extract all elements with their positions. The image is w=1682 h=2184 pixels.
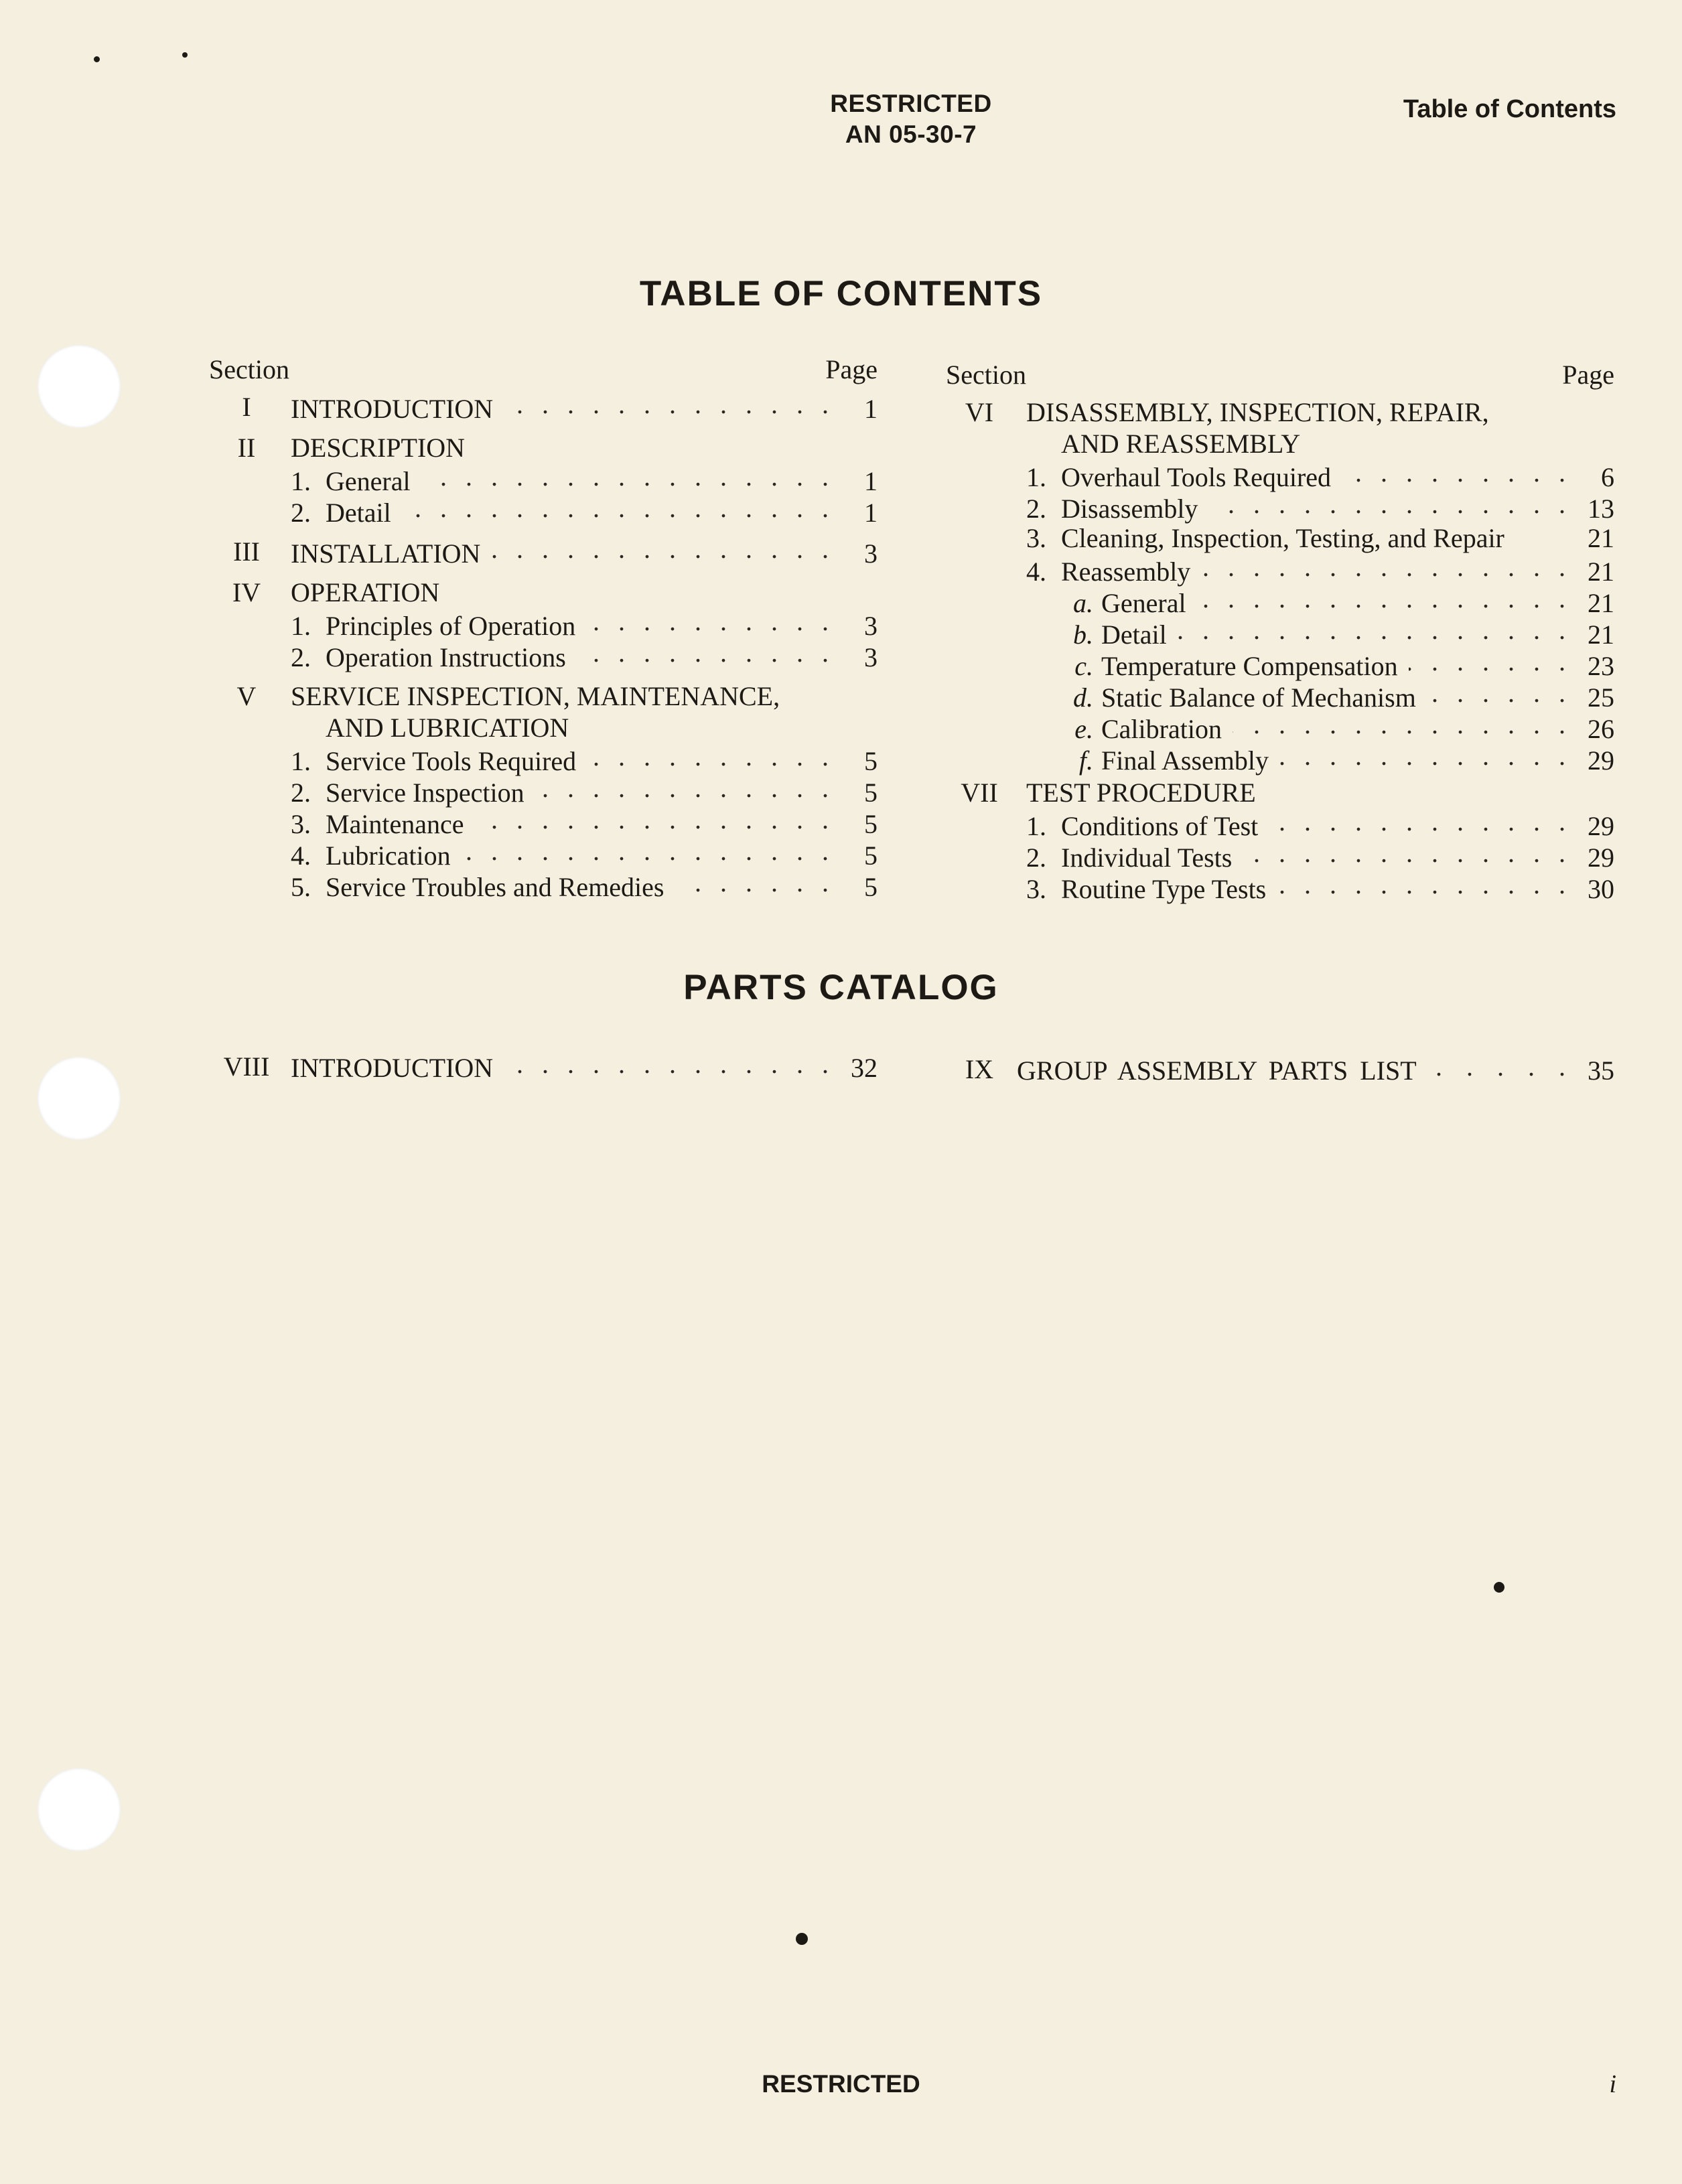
- page-number: 13: [1588, 494, 1614, 524]
- entry-title: Detail: [1101, 620, 1167, 650]
- entry-title: Final Assembly: [1101, 745, 1269, 776]
- subsection-letter: f.: [1078, 745, 1093, 776]
- subsection-letter: a.: [1073, 588, 1093, 618]
- page-number: 5: [864, 746, 878, 776]
- entry-title: Static Balance of Mechanism: [1101, 682, 1416, 713]
- subsection-number: 1.: [1026, 462, 1046, 492]
- entry-title: Individual Tests: [1061, 843, 1233, 873]
- entry-title: General: [326, 466, 411, 496]
- entry-title: Reassembly: [1061, 557, 1191, 587]
- subsection-number: 4.: [1026, 557, 1046, 587]
- section-number: I: [242, 392, 251, 422]
- toc-entry[interactable]: [209, 608, 878, 640]
- subsection-letter: b.: [1073, 620, 1093, 650]
- subsection-number: 5.: [291, 872, 311, 902]
- toc-entry[interactable]: [946, 743, 1614, 774]
- section-label: Section: [209, 354, 289, 384]
- parts-catalog-title: PARTS CATALOG: [683, 968, 999, 1007]
- subsection-number: 2.: [291, 642, 311, 672]
- toc-entry[interactable]: [209, 806, 878, 838]
- toc-entry[interactable]: [946, 617, 1614, 648]
- toc-entry[interactable]: [209, 495, 878, 526]
- toc-entry[interactable]: [946, 680, 1614, 711]
- section-number: IV: [232, 577, 261, 607]
- toc-entry[interactable]: [946, 522, 1614, 554]
- section-number: IX: [965, 1054, 994, 1084]
- toc-entry[interactable]: [209, 577, 878, 608]
- page-number: 3: [864, 611, 878, 641]
- entry-title: OPERATION: [291, 577, 440, 607]
- toc-entry[interactable]: [946, 585, 1614, 617]
- page-label: Page: [825, 354, 878, 384]
- entry-title: Cleaning, Inspection, Testing, and Repair: [1061, 523, 1504, 553]
- entry-title: TEST PROCEDURE: [1026, 778, 1256, 808]
- entry-title: Routine Type Tests: [1061, 874, 1267, 904]
- toc-entry[interactable]: [946, 777, 1614, 808]
- page-number: 29: [1588, 745, 1614, 776]
- subsection-number: 2.: [1026, 843, 1046, 873]
- toc-entry[interactable]: [946, 554, 1614, 585]
- toc-left-column: [209, 354, 878, 901]
- page-number: 21: [1588, 557, 1614, 587]
- entry-title: DISASSEMBLY, INSPECTION, REPAIR,: [1026, 397, 1489, 427]
- page-number: 21: [1588, 523, 1614, 553]
- toc-entry[interactable]: [209, 743, 878, 775]
- running-title: Table of Contents: [1403, 95, 1616, 123]
- toc-entry[interactable]: [209, 463, 878, 495]
- section-number: II: [237, 433, 256, 463]
- toc-entry[interactable]: [946, 840, 1614, 871]
- binder-hole-middle: [38, 1057, 121, 1140]
- subsection-number: 4.: [291, 841, 311, 871]
- subsection-number: 2.: [291, 498, 311, 528]
- page-number: 21: [1588, 588, 1614, 618]
- subsection-number: 1.: [1026, 811, 1046, 841]
- entry-title: DESCRIPTION: [291, 433, 466, 463]
- toc-entry[interactable]: [209, 869, 878, 901]
- entry-title: Temperature Compensation: [1101, 651, 1398, 681]
- section-number: III: [233, 536, 260, 567]
- page-number: 6: [1601, 462, 1614, 492]
- section-number: VI: [965, 397, 994, 427]
- page-number: 3: [864, 538, 878, 569]
- entry-title: Conditions of Test: [1061, 811, 1259, 841]
- toc-right-column: [946, 359, 1614, 903]
- entry-title: Disassembly: [1061, 494, 1198, 524]
- ink-speck: [796, 1933, 808, 1945]
- page-number: 32: [851, 1053, 878, 1083]
- subsection-number: 2.: [291, 778, 311, 808]
- entry-title-continued: AND REASSEMBLY: [1061, 429, 1301, 459]
- toc-entry[interactable]: [209, 640, 878, 671]
- section-number: V: [236, 681, 257, 711]
- column-header: [946, 359, 1614, 392]
- toc-entry[interactable]: [946, 871, 1614, 903]
- toc-entry[interactable]: [946, 459, 1614, 491]
- page-number: 35: [1588, 1055, 1614, 1086]
- binder-hole-bottom: [38, 1768, 121, 1851]
- page-folio: i: [1609, 2070, 1616, 2098]
- toc-entry[interactable]: [209, 775, 878, 806]
- entry-title: Service Inspection: [326, 778, 524, 808]
- subsection-number: 2.: [1026, 494, 1046, 524]
- page-label: Page: [1562, 360, 1614, 390]
- page-number: 29: [1588, 843, 1614, 873]
- page-number: 5: [864, 809, 878, 839]
- entry-title-continued: AND LUBRICATION: [326, 713, 569, 743]
- section-number: VIII: [223, 1051, 270, 1082]
- subsection-number: 1.: [291, 611, 311, 641]
- toc-entry[interactable]: [946, 711, 1614, 743]
- header-doc-number: AN 05-30-7: [845, 121, 977, 148]
- entry-title: General: [1101, 588, 1186, 618]
- toc-entry[interactable]: [209, 432, 878, 463]
- page-number: 1: [864, 466, 878, 496]
- toc-entry[interactable]: [946, 1053, 1614, 1086]
- toc-entry[interactable]: [946, 808, 1614, 840]
- subsection-number: 1.: [291, 466, 311, 496]
- entry-title: INSTALLATION: [291, 538, 481, 569]
- entry-title: Principles of Operation: [326, 611, 576, 641]
- toc-entry[interactable]: [209, 391, 878, 423]
- entry-title: Lubrication: [326, 841, 451, 871]
- page-number: 23: [1588, 651, 1614, 681]
- subsection-number: 3.: [1026, 523, 1046, 553]
- toc-entry[interactable]: [946, 648, 1614, 680]
- section-label: Section: [946, 360, 1026, 390]
- page-number: 1: [864, 498, 878, 528]
- page-number: 26: [1588, 714, 1614, 744]
- entry-title: INTRODUCTION: [291, 394, 494, 424]
- entry-title: GROUP ASSEMBLY PARTS LIST: [1017, 1055, 1417, 1086]
- toc-entry[interactable]: [209, 680, 878, 712]
- subsection-number: 3.: [1026, 874, 1046, 904]
- ink-speck: [182, 52, 188, 58]
- toc-title: TABLE OF CONTENTS: [639, 274, 1043, 313]
- toc-entry[interactable]: [209, 838, 878, 869]
- page-number: 29: [1588, 811, 1614, 841]
- entry-title: Detail: [326, 498, 391, 528]
- subsection-letter: d.: [1073, 682, 1093, 713]
- entry-title: SERVICE INSPECTION, MAINTENANCE,: [291, 681, 780, 711]
- toc-entry-continued: [946, 428, 1614, 459]
- entry-title: Calibration: [1101, 714, 1222, 744]
- page-number: 30: [1588, 874, 1614, 904]
- subsection-number: 3.: [291, 809, 311, 839]
- binder-hole-top: [38, 345, 121, 428]
- header-classification: RESTRICTED: [830, 90, 992, 117]
- entry-title: Service Troubles and Remedies: [326, 872, 664, 902]
- entry-title: Maintenance: [326, 809, 464, 839]
- subsection-number: 1.: [291, 746, 311, 776]
- page-number: 5: [864, 841, 878, 871]
- toc-entry[interactable]: [209, 536, 878, 567]
- page-number: 5: [864, 778, 878, 808]
- page-number: 25: [1588, 682, 1614, 713]
- entry-title: Operation Instructions: [326, 642, 566, 672]
- section-number: VII: [961, 778, 998, 808]
- page-number: 3: [864, 642, 878, 672]
- ink-speck: [1494, 1582, 1504, 1593]
- entry-title: INTRODUCTION: [291, 1053, 494, 1083]
- page-number: 5: [864, 872, 878, 902]
- footer-classification: RESTRICTED: [762, 2070, 920, 2098]
- page-header: [737, 88, 1085, 150]
- toc-entry[interactable]: [946, 396, 1614, 428]
- entry-title: Service Tools Required: [326, 746, 577, 776]
- ink-speck: [94, 56, 100, 62]
- subsection-letter: c.: [1074, 651, 1093, 681]
- page-number: 21: [1588, 620, 1614, 650]
- toc-entry[interactable]: [209, 1050, 878, 1084]
- toc-entry[interactable]: [946, 491, 1614, 522]
- subsection-letter: e.: [1074, 714, 1093, 744]
- column-header: [209, 354, 878, 387]
- page-number: 1: [864, 394, 878, 424]
- entry-title: Overhaul Tools Required: [1061, 462, 1332, 492]
- toc-entry-continued: [209, 712, 878, 743]
